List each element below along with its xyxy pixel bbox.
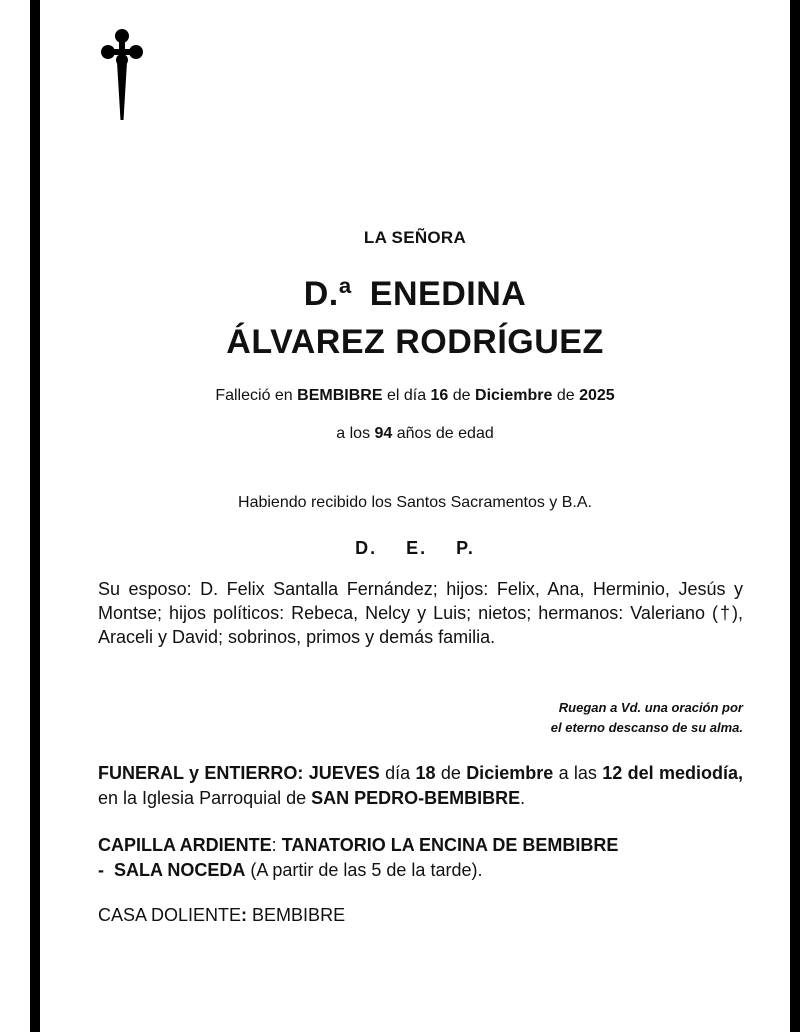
prayer-line-2: el eterno descanso de su alma. bbox=[550, 720, 743, 735]
right-border-bar bbox=[790, 0, 800, 1032]
chapel-room: SALA NOCEDA bbox=[114, 860, 246, 880]
mourning-house: CASA DOLIENTE: BEMBIBRE bbox=[98, 905, 346, 925]
funeral-month: Diciembre bbox=[466, 763, 554, 783]
funeral-label: FUNERAL y ENTIERRO: bbox=[98, 763, 304, 783]
funeral-time: 12 del mediodía, bbox=[602, 763, 743, 783]
death-info: Falleció en BEMBIBRE el día 16 de Diciembre de 2025 bbox=[215, 387, 615, 404]
death-year: 2025 bbox=[579, 387, 615, 404]
mourning-house-label: CASA DOLIENTE bbox=[98, 905, 242, 925]
funeral-day: 18 bbox=[415, 763, 436, 783]
age-years: 94 bbox=[374, 425, 393, 442]
prayer-line-1: Ruegan a Vd. una oración por bbox=[558, 700, 743, 715]
deceased-surnames: ÁLVAREZ RODRÍGUEZ bbox=[226, 323, 604, 361]
funeral-weekday: JUEVES bbox=[308, 763, 380, 783]
rip-abbreviation: D. E. P. bbox=[355, 538, 475, 558]
prayer-request bbox=[98, 698, 743, 738]
death-day: 16 bbox=[430, 387, 449, 404]
deceased-first-name-line bbox=[40, 272, 790, 316]
chapel-label: CAPILLA ARDIENTE bbox=[98, 835, 272, 855]
title-prefix: LA SEÑORA bbox=[363, 228, 467, 247]
family-list: Su esposo: D. Felix Santalla Fernández; hijos: Felix, Ana, Herminio, Jesús y Montse; hijos políticos: Rebeca, Nelcy y Luis; nietos; hermanos: Valeriano (†), Araceli y David; sobrinos, primos y demás familia. bbox=[98, 579, 743, 647]
chapel-info: CAPILLA ARDIENTE: TANATORIO LA ENCINA DE BEMBIBRE - SALA NOCEDA (A partir de las 5 de la tarde). bbox=[98, 835, 619, 880]
chapel-hours: (A partir de las 5 de la tarde). bbox=[245, 860, 483, 880]
sacraments-note: Habiendo recibido los Santos Sacramentos y B.A. bbox=[238, 494, 592, 511]
funeral-church: SAN PEDRO-BEMBIBRE bbox=[311, 788, 521, 808]
honorific: D.ª bbox=[303, 275, 352, 313]
left-border-bar bbox=[30, 0, 40, 1032]
death-month: Diciembre bbox=[475, 387, 553, 404]
cross-icon bbox=[98, 26, 146, 122]
chapel-place: TANATORIO LA ENCINA DE BEMBIBRE bbox=[281, 835, 619, 855]
mourning-house-place: BEMBIBRE bbox=[247, 905, 346, 925]
first-name: ENEDINA bbox=[369, 275, 527, 313]
death-place: BEMBIBRE bbox=[297, 387, 383, 404]
age-info: a los 94 años de edad bbox=[336, 425, 494, 442]
funeral-info: FUNERAL y ENTIERRO: JUEVES día 18 de Diciembre a las 12 del mediodía, en la Iglesia Parroquial de SAN PEDRO-BEMBIBRE. bbox=[98, 763, 743, 808]
